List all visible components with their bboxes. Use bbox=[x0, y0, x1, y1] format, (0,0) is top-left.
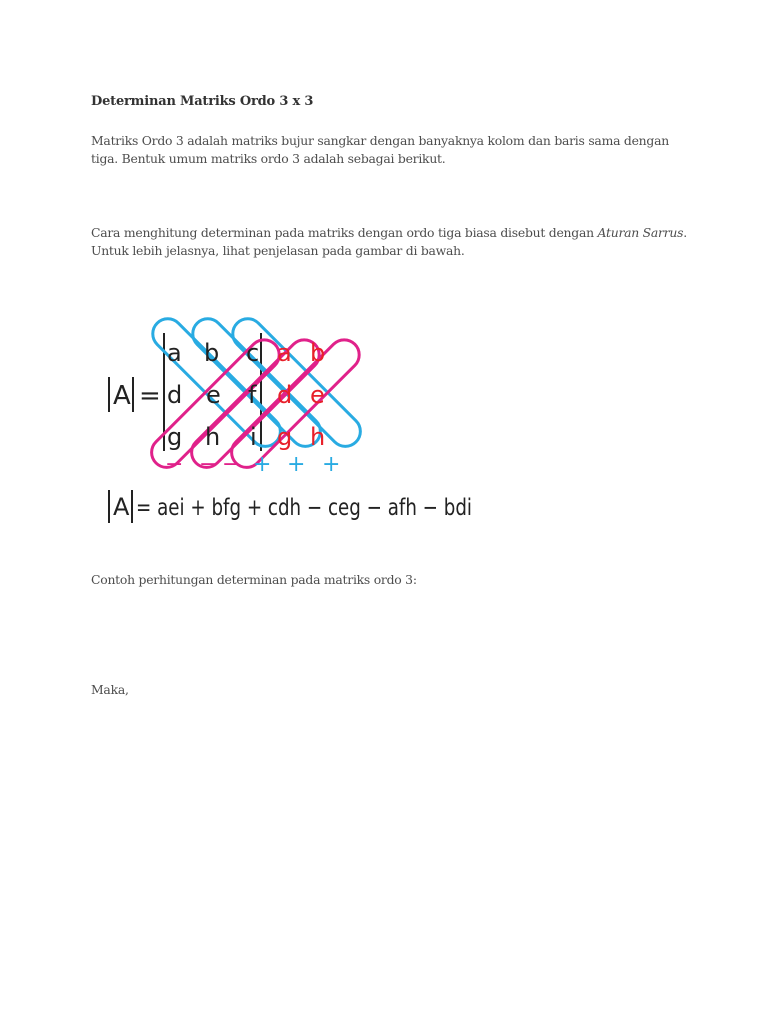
extra-entry-g: g bbox=[277, 423, 293, 451]
sign-minus-2: − bbox=[199, 452, 218, 477]
entry-b: b bbox=[204, 339, 220, 367]
paragraph-sarrus-text-1: Cara menghitung determinan pada matriks dengan ordo tiga biasa disebut dengan bbox=[91, 225, 598, 240]
page-title: Determinan Matriks Ordo 3 x 3 bbox=[91, 94, 314, 109]
sign-minus-1: − bbox=[165, 452, 184, 477]
extra-entry-b: b bbox=[310, 339, 326, 367]
matrix-name-a: A bbox=[113, 381, 131, 411]
entry-i: i bbox=[250, 423, 257, 451]
paragraph-example: Contoh perhitungan determinan pada matriks ordo 3: bbox=[91, 572, 417, 587]
sarrus-rule-name: Aturan Sarrus bbox=[597, 225, 684, 240]
entry-e: e bbox=[206, 381, 221, 409]
sarrus-figure bbox=[100, 325, 500, 525]
sign-plus-2: + bbox=[287, 452, 306, 477]
entry-g: g bbox=[167, 423, 183, 451]
extra-entry-e: e bbox=[310, 381, 325, 409]
entry-c: c bbox=[246, 339, 260, 367]
paragraph-maka: Maka, bbox=[91, 682, 129, 697]
sign-minus-3: − bbox=[222, 452, 241, 477]
entry-a: a bbox=[167, 339, 182, 367]
paragraph-sarrus-text-2: . Untuk lebih jelasnya, lihat penjelasan pada gambar di bawah. bbox=[91, 225, 687, 258]
extra-entry-h: h bbox=[310, 423, 326, 451]
entry-f: f bbox=[248, 381, 257, 409]
equals-sign: = bbox=[139, 381, 161, 411]
sarrus-formula: = aei + bfg + cdh − ceg − afh − bdi bbox=[136, 495, 472, 521]
entry-d: d bbox=[167, 381, 183, 409]
paragraph-intro: Matriks Ordo 3 adalah matriks bujur sangkar dengan banyaknya kolom dan baris sama dengan tiga. Bentuk umum matriks ordo 3 adalah sebagai berikut. bbox=[91, 133, 669, 166]
extra-entry-a: a bbox=[277, 339, 292, 367]
sign-plus-3: + bbox=[322, 452, 341, 477]
extra-entry-d: d bbox=[277, 381, 293, 409]
entry-h: h bbox=[205, 423, 221, 451]
paragraph-sarrus bbox=[91, 224, 691, 260]
sign-plus-1: + bbox=[253, 452, 272, 477]
formula-matrix-name: A bbox=[113, 493, 130, 521]
extra-entries bbox=[277, 339, 325, 451]
